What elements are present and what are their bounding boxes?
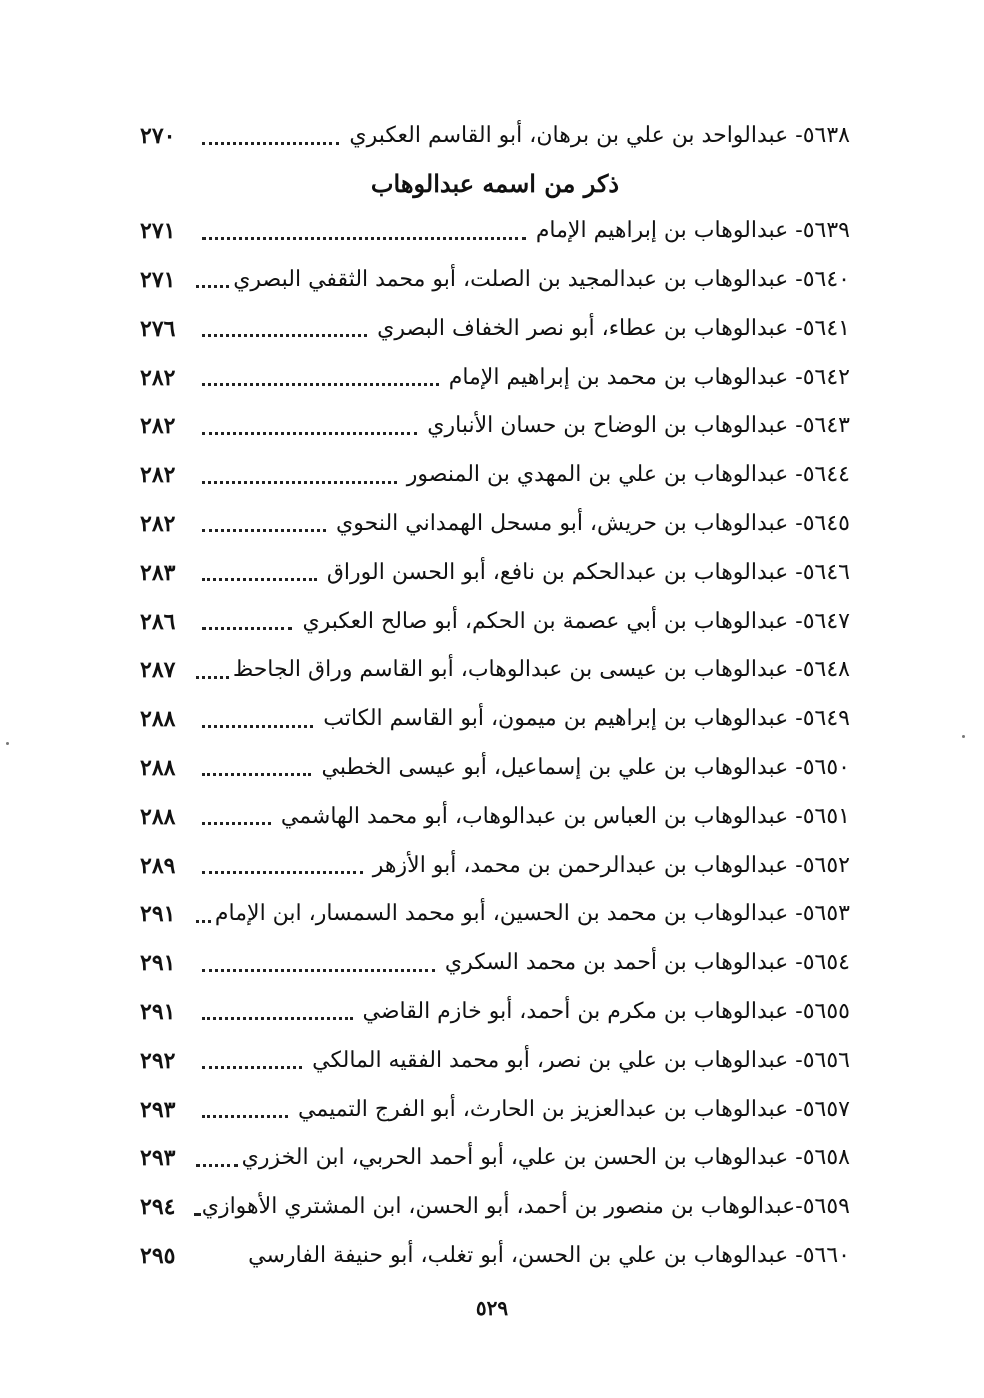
entry-title: ٥٦٤٤- عبدالوهاب بن علي بن المهدي بن المنصور bbox=[406, 462, 850, 488]
entry-title: ٥٦٥٨- عبدالوهاب بن الحسن بن علي، أبو أحمد الحربي، ابن الخزري bbox=[241, 1145, 850, 1171]
dot-leader bbox=[196, 654, 229, 679]
dot-leader bbox=[202, 312, 367, 337]
entry-page-number: ٢٨٢ bbox=[140, 413, 176, 440]
dot-leader bbox=[202, 507, 326, 532]
dot-leader bbox=[202, 120, 339, 145]
toc-entry bbox=[140, 256, 850, 305]
dot-leader bbox=[202, 459, 397, 484]
entry-title: ٥٦٤٢- عبدالوهاب بن محمد بن إبراهيم الإمام bbox=[448, 364, 850, 390]
toc-entry bbox=[140, 939, 850, 988]
toc-entry bbox=[140, 792, 850, 841]
entry-title: ٥٦٥٥- عبدالوهاب بن مكرم بن أحمد، أبو خازم القاضي bbox=[362, 998, 850, 1024]
entry-title: ٥٦٤٣- عبدالوهاب بن الوضاح بن حسان الأنباري bbox=[427, 413, 850, 439]
entry-page-number: ٢٩١ bbox=[140, 950, 176, 977]
table-of-contents bbox=[140, 112, 850, 1280]
toc-entry bbox=[140, 1036, 850, 1085]
entry-title: ٥٦٥٢- عبدالوهاب بن عبدالرحمن بن محمد، أبو الأزهر bbox=[372, 852, 850, 878]
entry-page-number: ٢٩١ bbox=[140, 998, 176, 1025]
entry-title: ٥٦٥٦- عبدالوهاب بن علي بن نصر، أبو محمد الفقيه المالكي bbox=[312, 1047, 850, 1073]
entry-page-number: ٢٧٠ bbox=[140, 123, 176, 150]
entry-page-number: ٢٧١ bbox=[140, 266, 176, 293]
toc-entry bbox=[140, 1134, 850, 1183]
entry-page-number: ٢٩٣ bbox=[140, 1096, 176, 1123]
toc-entry bbox=[140, 500, 850, 549]
entry-title: ٥٦٤٧- عبدالوهاب بن أبي عصمة بن الحكم، أبو صالح العكبري bbox=[302, 608, 850, 634]
entry-title: ٥٦٥١- عبدالوهاب بن العباس بن عبدالوهاب، أبو محمد الهاشمي bbox=[280, 803, 850, 829]
toc-entry bbox=[140, 695, 850, 744]
dot-leader bbox=[202, 215, 526, 240]
entry-title: ٥٦٤٨- عبدالوهاب بن عيسى بن عبدالوهاب، أبو القاسم وراق الجاحظ bbox=[232, 657, 850, 683]
toc-entry bbox=[140, 597, 850, 646]
toc-entry bbox=[140, 646, 850, 695]
toc-entry bbox=[140, 548, 850, 597]
page-number: ٥٢٩ bbox=[475, 1296, 509, 1320]
entry-title: ٥٦٣٩- عبدالوهاب بن إبراهيم الإمام bbox=[535, 218, 850, 244]
dot-leader bbox=[202, 1239, 238, 1264]
dot-leader bbox=[202, 751, 311, 776]
entry-title: ٥٦٥٩-عبدالوهاب بن منصور بن أحمد، أبو الحسن، ابن المشتري الأهوازي bbox=[201, 1194, 850, 1220]
entry-title: ٥٦٤٥- عبدالوهاب بن حريش، أبو مسحل الهمداني النحوي bbox=[336, 510, 850, 536]
entry-title: ٥٦٤٠- عبدالوهاب بن عبدالمجيد بن الصلت، أبو محمد الثقفي البصري bbox=[233, 266, 850, 292]
entry-page-number: ٢٧١ bbox=[140, 218, 176, 245]
toc-entry bbox=[140, 402, 850, 451]
scan-speck bbox=[962, 735, 965, 738]
entry-page-number: ٢٧٦ bbox=[140, 315, 176, 342]
entry-page-number: ٢٩٥ bbox=[140, 1242, 176, 1269]
toc-entry bbox=[140, 988, 850, 1037]
toc-entry bbox=[140, 304, 850, 353]
toc-entry bbox=[140, 1085, 850, 1134]
entry-page-number: ٢٩٢ bbox=[140, 1047, 176, 1074]
toc-entry bbox=[140, 890, 850, 939]
dot-leader bbox=[202, 849, 363, 874]
entry-title: ٥٦٥٣- عبدالوهاب بن محمد بن الحسين، أبو محمد السمسار، ابن الإمام bbox=[214, 901, 850, 927]
entry-page-number: ٢٨٢ bbox=[140, 462, 176, 489]
entry-page-number: ٢٨٧ bbox=[140, 657, 176, 684]
entry-page-number: ٢٨٨ bbox=[140, 754, 176, 781]
toc-entry bbox=[140, 353, 850, 402]
dot-leader bbox=[202, 361, 439, 386]
dot-leader bbox=[196, 898, 211, 923]
dot-leader bbox=[196, 1142, 238, 1167]
toc-entry bbox=[140, 1183, 850, 1232]
entry-page-number: ٢٨٩ bbox=[140, 852, 176, 879]
dot-leader bbox=[196, 263, 229, 288]
dot-leader bbox=[202, 1093, 288, 1118]
toc-entry bbox=[140, 744, 850, 793]
dot-leader bbox=[202, 995, 353, 1020]
entry-page-number: ٢٨٣ bbox=[140, 559, 176, 586]
entry-page-number: ٢٨٢ bbox=[140, 510, 176, 537]
dot-leader bbox=[202, 800, 271, 825]
dot-leader bbox=[202, 556, 317, 581]
entry-title: ٥٦٥٤- عبدالوهاب بن أحمد بن محمد السكري bbox=[444, 950, 850, 976]
entry-title: ٥٦٥٠- عبدالوهاب بن علي بن إسماعيل، أبو عيسى الخطبي bbox=[321, 754, 850, 780]
toc-entry bbox=[140, 451, 850, 500]
section-heading: ذكر من اسمه عبدالوهاب bbox=[370, 168, 620, 198]
entry-page-number: ٢٩١ bbox=[140, 901, 176, 928]
dot-leader bbox=[202, 605, 292, 630]
dot-leader bbox=[202, 1044, 302, 1069]
entry-page-number: ٢٨٢ bbox=[140, 364, 176, 391]
toc-entry bbox=[140, 841, 850, 890]
entry-page-number: ٢٨٦ bbox=[140, 608, 176, 635]
toc-entry bbox=[140, 1232, 850, 1281]
dot-leader bbox=[202, 947, 435, 972]
entry-title: ٥٦٤١- عبدالوهاب بن عطاء، أبو نصر الخفاف البصري bbox=[377, 315, 850, 341]
entry-page-number: ٢٩٤ bbox=[140, 1194, 176, 1221]
scan-speck bbox=[6, 742, 9, 745]
entry-page-number: ٢٨٨ bbox=[140, 803, 176, 830]
entry-title: ٥٦٦٠- عبدالوهاب بن علي بن الحسن، أبو تغلب، أبو حنيفة الفارسي bbox=[248, 1242, 850, 1268]
entry-title: ٥٦٥٧- عبدالوهاب بن عبدالعزيز بن الحارث، أبو الفرج التميمي bbox=[298, 1096, 850, 1122]
entry-title: ٥٦٤٩- عبدالوهاب بن إبراهيم بن ميمون، أبو القاسم الكاتب bbox=[323, 706, 850, 732]
dot-leader bbox=[202, 410, 417, 435]
toc-entry bbox=[140, 112, 850, 161]
entry-title: ٥٦٣٨- عبدالواحد بن علي بن برهان، أبو القاسم العكبري bbox=[349, 123, 850, 149]
dot-leader bbox=[202, 703, 313, 728]
entry-page-number: ٢٨٨ bbox=[140, 706, 176, 733]
dot-leader bbox=[194, 1191, 200, 1216]
entry-title: ٥٦٤٦- عبدالوهاب بن عبدالحكم بن نافع، أبو الحسن الوراق bbox=[326, 559, 850, 585]
entry-page-number: ٢٩٣ bbox=[140, 1145, 176, 1172]
toc-entry bbox=[140, 207, 850, 256]
